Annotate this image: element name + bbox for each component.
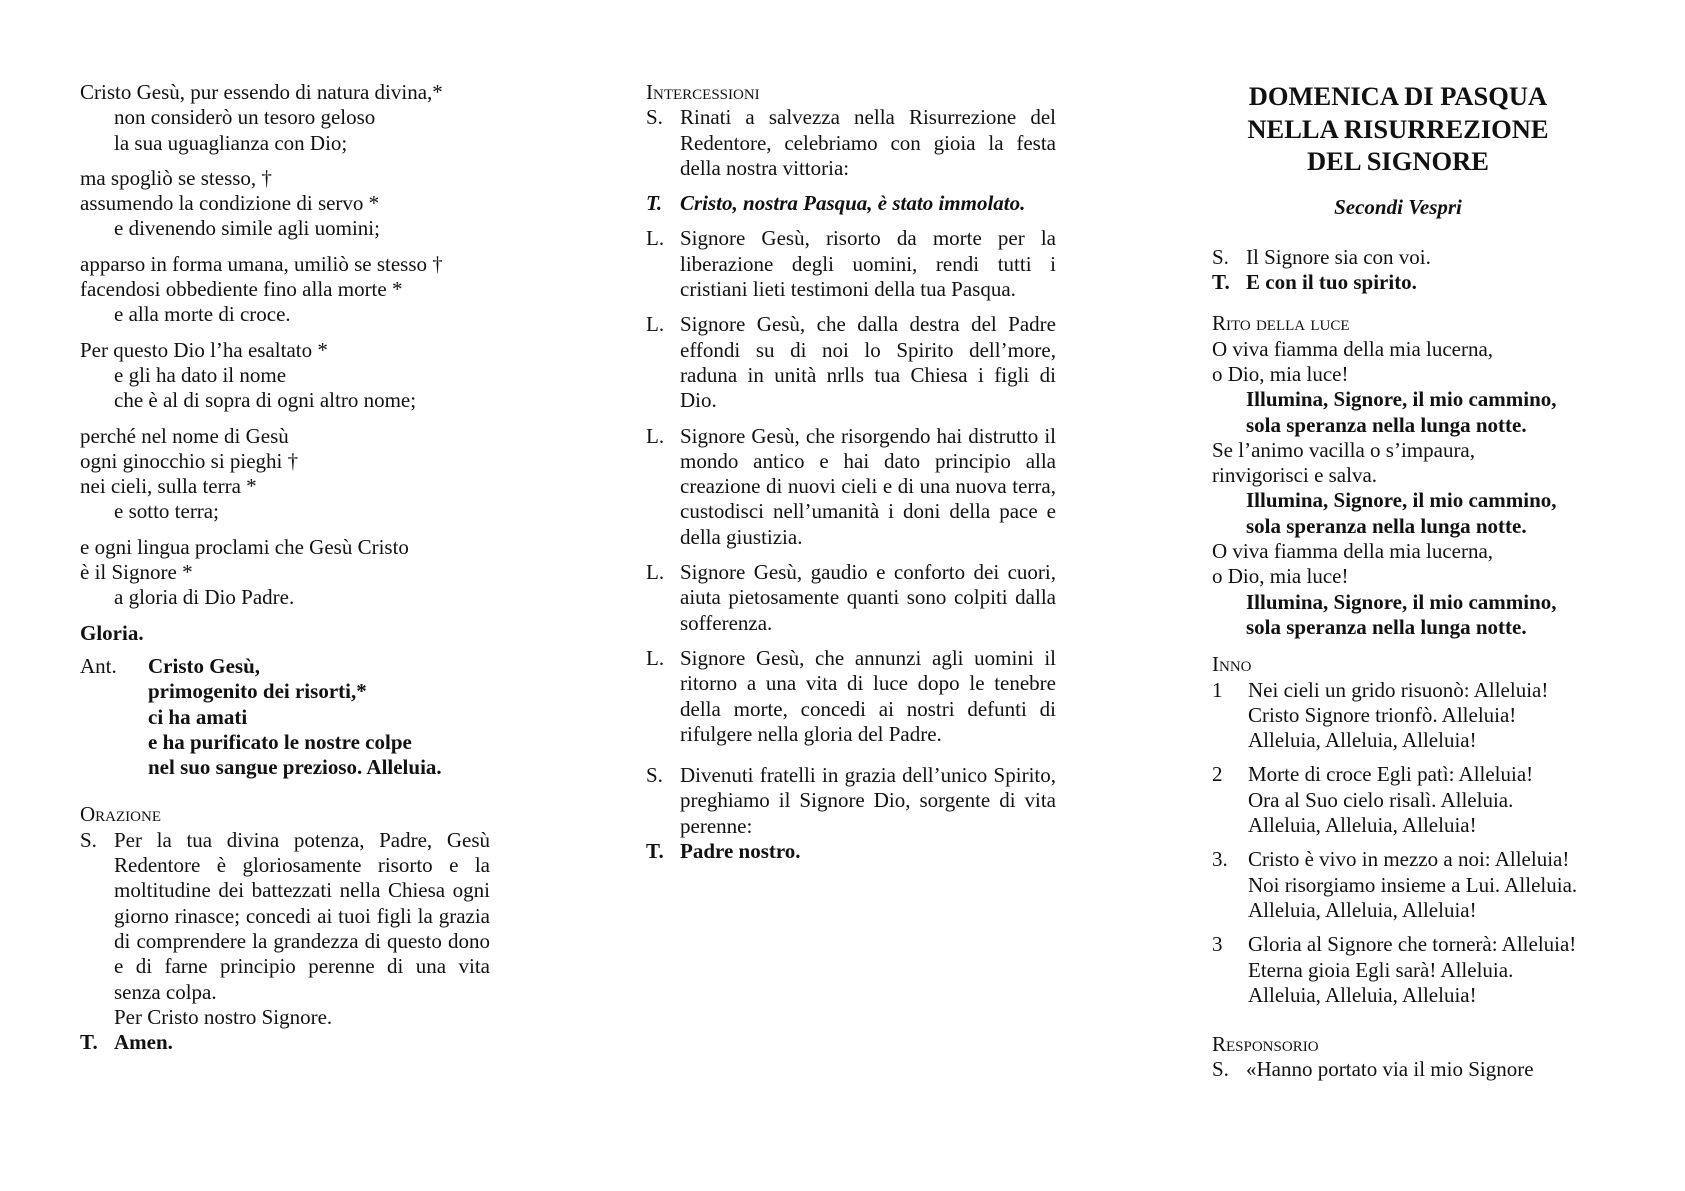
- intercession-label: L.: [646, 423, 665, 448]
- greeting-t: [1212, 270, 1622, 295]
- rito-refrain-line: Illumina, Signore, il mio cammino,: [1246, 488, 1557, 513]
- inno-number: 3: [1212, 932, 1223, 957]
- intercession-item: [646, 226, 1056, 302]
- orazione-body: Per la tua divina potenza, Padre, Gesù Redentore è gloriosamente risorto e la moltitudine dei battezzati nella Chiesa ogni giorno rinasce; concedi ai tuoi figli la grazia di comprendere la grandezza di questo dono e di farne principio perenne di una vita senza colpa.: [114, 827, 490, 1004]
- rito-line: O viva fiamma della mia lucerna,: [1212, 539, 1494, 564]
- inno-line: Morte di croce Egli patì: Alleluia!: [1248, 762, 1534, 787]
- rito-line: Se l’animo vacilla o s’impaura,: [1212, 437, 1476, 462]
- rito-line: rinvigorisci e salva.: [1212, 463, 1378, 488]
- cantico-stanza: [80, 338, 490, 414]
- inno-number: 1: [1212, 677, 1223, 702]
- cantico-line: non considerò un tesoro geloso: [114, 105, 376, 130]
- inno-line: Gloria al Signore che tornerà: Alleluia!: [1248, 932, 1577, 957]
- rito-della-luce: [1212, 337, 1622, 641]
- greeting-t-label: T.: [1212, 270, 1230, 295]
- cantico-line: e alla morte di croce.: [114, 302, 291, 327]
- inno-line: Cristo è vivo in mezzo a noi: Alleluia!: [1248, 847, 1570, 872]
- cantico-line: Per questo Dio l’ha esaltato *: [80, 337, 328, 362]
- antiphon-label: Ant.: [80, 653, 117, 678]
- inno-line: Alleluia, Alleluia, Alleluia!: [1248, 897, 1477, 922]
- cantico-stanza: [80, 80, 490, 156]
- page-column-1: [80, 80, 490, 1065]
- orazione-close: Per Cristo nostro Signore.: [114, 1004, 333, 1029]
- intercession-item: [646, 560, 1056, 636]
- antiphon-text: [148, 654, 442, 780]
- intercession-text: Signore Gesù, risorto da morte per la liberazione degli uomini, rendi tutti i cristiani lieti testimoni della tua Pasqua.: [680, 226, 1056, 302]
- greeting-s-label: S.: [1212, 244, 1229, 269]
- cantico-stanza: [80, 252, 490, 328]
- pater-row: [646, 839, 1056, 864]
- antiphon-line: Cristo Gesù,: [148, 653, 260, 678]
- title-line: DOMENICA DI PASQUA: [1248, 81, 1548, 111]
- inno-stanza: [1212, 932, 1622, 1008]
- pater-text: Padre nostro.: [680, 839, 801, 864]
- inno-line: Nei cieli un grido risuonò: Alleluia!: [1248, 677, 1549, 702]
- intercessioni-list: [646, 226, 1056, 747]
- orazione-text: [114, 828, 490, 1030]
- title-line: NELLA RISURREZIONE: [1247, 113, 1549, 144]
- intercession-text: Signore Gesù, che dalla destra del Padre effondi su di noi lo Spirito dell’more, raduna in unità nrlls tua Chiesa i figli di Dio.: [680, 312, 1056, 413]
- amen-row: [80, 1030, 490, 1055]
- inno-stanza: [1212, 678, 1622, 754]
- inno-heading: Inno: [1212, 652, 1252, 677]
- cantico-line: nei cieli, sulla terra *: [80, 474, 257, 499]
- orazione-label: S.: [80, 827, 97, 852]
- intercessioni-closing: [646, 763, 1056, 839]
- cantico-line: e sotto terra;: [114, 499, 219, 524]
- intercession-item: [646, 424, 1056, 550]
- cantico-line: è il Signore *: [80, 560, 193, 585]
- inno-line: Alleluia, Alleluia, Alleluia!: [1248, 813, 1477, 838]
- greeting-s-text: Il Signore sia con voi.: [1246, 244, 1431, 269]
- cantico-line: Cristo Gesù, pur essendo di natura divina,*: [80, 80, 443, 104]
- cantico-line: facendosi obbediente fino alla morte *: [80, 277, 403, 302]
- intercessioni-intro: [646, 105, 1056, 181]
- greeting-s: [1212, 245, 1622, 270]
- cantico-line: che è al di sopra di ogni altro nome;: [114, 388, 417, 413]
- response-label: T.: [646, 191, 663, 216]
- cantico-stanza: [80, 424, 490, 525]
- cantico-line: ma spogliò se stesso, †: [80, 165, 272, 190]
- intercessioni-response: [646, 191, 1056, 216]
- closing-text: Divenuti fratelli in grazia dell’unico Spirito, preghiamo il Signore Dio, sorgente di vita perenne:: [680, 763, 1056, 838]
- orazione: [80, 828, 490, 1030]
- antiphon: [80, 654, 490, 780]
- rito-line: o Dio, mia luce!: [1212, 564, 1349, 589]
- cantico-line: perché nel nome di Gesù: [80, 423, 289, 448]
- rito-refrain-line: Illumina, Signore, il mio cammino,: [1246, 387, 1557, 412]
- intercession-item: [646, 312, 1056, 413]
- inno-line: Cristo Signore trionfò. Alleluia!: [1248, 702, 1517, 727]
- responsorio-text: «Hanno portato via il mio Signore: [1246, 1057, 1534, 1082]
- cantico-stanza: [80, 166, 490, 242]
- intercession-label: L.: [646, 560, 665, 585]
- intro-text: Rinati a salvezza nella Risurrezione del Redentore, celebriamo con gioia la festa della nostra vittoria:: [680, 105, 1056, 180]
- inno-line: Ora al Suo cielo risalì. Alleluia.: [1248, 787, 1514, 812]
- rito-refrain-line: sola speranza nella lunga notte.: [1246, 614, 1527, 639]
- gloria: Gloria.: [80, 620, 144, 645]
- rito-refrain-line: sola speranza nella lunga notte.: [1246, 412, 1527, 437]
- inno-number: 3.: [1212, 847, 1228, 872]
- cantico: [80, 80, 490, 611]
- intercession-text: Signore Gesù, che risorgendo hai distrutto il mondo antico e hai dato principio alla creazione di nuovi cieli e di una nuova terra, custodisci nell’umanità i doni della pace e della giustizia.: [680, 423, 1056, 549]
- greeting-t-text: E con il tuo spirito.: [1246, 270, 1417, 295]
- rito-line: o Dio, mia luce!: [1212, 361, 1349, 386]
- cantico-line: e ogni lingua proclami che Gesù Cristo: [80, 534, 409, 559]
- intro-label: S.: [646, 105, 663, 130]
- pater-label: T.: [646, 839, 664, 864]
- page-column-2: [646, 80, 1056, 874]
- cantico-line: assumendo la condizione di servo *: [80, 191, 380, 216]
- cantico-line: ogni ginocchio si pieghi †: [80, 448, 299, 473]
- antiphon-line: ci ha amati: [148, 704, 248, 729]
- intercession-text: Signore Gesù, che annunzi agli uomini il ritorno a una vita di luce dopo le tenebre della morte, concedi ai nostri defunti di rifulgere nella gloria del Padre.: [680, 645, 1056, 746]
- rito-heading: Rito della luce: [1212, 311, 1350, 336]
- intercessioni-heading: Intercessioni: [646, 80, 760, 104]
- inno-stanza-text: [1248, 678, 1622, 754]
- page-title: [1212, 80, 1584, 178]
- orazione-heading: Orazione: [80, 802, 161, 827]
- responsorio: [1212, 1057, 1622, 1082]
- intercession-text: Signore Gesù, gaudio e conforto dei cuori, aiuta pietosamente quanti sono colpiti dalla sofferenza.: [680, 560, 1056, 635]
- inno-stanza: [1212, 847, 1622, 923]
- inno-line: Alleluia, Alleluia, Alleluia!: [1248, 728, 1477, 753]
- intercession-label: L.: [646, 312, 665, 337]
- inno-line: Noi risorgiamo insieme a Lui. Alleluia.: [1248, 872, 1578, 897]
- inno-stanza: [1212, 762, 1622, 838]
- cantico-stanza: [80, 535, 490, 611]
- antiphon-line: primogenito dei risorti,*: [148, 679, 367, 704]
- inno-stanza-text: [1248, 762, 1622, 838]
- intercession-label: L.: [646, 645, 665, 670]
- rito-line: O viva fiamma della mia lucerna,: [1212, 336, 1494, 361]
- intercession-label: L.: [646, 226, 665, 251]
- page-column-3: [1212, 80, 1622, 1093]
- cantico-line: e divenendo simile agli uomini;: [114, 216, 380, 241]
- title-line: DEL SIGNORE: [1307, 146, 1489, 176]
- inno-line: Eterna gioia Egli sarà! Alleluia.: [1248, 957, 1514, 982]
- responsorio-label: S.: [1212, 1057, 1229, 1082]
- cantico-line: a gloria di Dio Padre.: [114, 585, 295, 610]
- cantico-line: apparso in forma umana, umiliò se stesso †: [80, 251, 443, 276]
- closing-label: S.: [646, 763, 663, 788]
- response-text: Cristo, nostra Pasqua, è stato immolato.: [680, 191, 1026, 216]
- responsorio-heading: Responsorio: [1212, 1032, 1319, 1057]
- intercession-item: [646, 646, 1056, 747]
- rito-refrain-line: Illumina, Signore, il mio cammino,: [1246, 589, 1557, 614]
- cantico-line: e gli ha dato il nome: [114, 362, 287, 387]
- amen-text: Amen.: [114, 1030, 173, 1055]
- antiphon-line: e ha purificato le nostre colpe: [148, 729, 412, 754]
- inno: [1212, 678, 1622, 1009]
- inno-stanza-text: [1248, 932, 1622, 1008]
- inno-number: 2: [1212, 762, 1223, 787]
- rito-refrain-line: sola speranza nella lunga notte.: [1246, 513, 1527, 538]
- inno-line: Alleluia, Alleluia, Alleluia!: [1248, 982, 1477, 1007]
- inno-stanza-text: [1248, 847, 1622, 923]
- amen-label: T.: [80, 1030, 98, 1055]
- subtitle: Secondi Vespri: [1334, 194, 1462, 219]
- antiphon-line: nel suo sangue prezioso. Alleluia.: [148, 755, 442, 780]
- cantico-line: la sua uguaglianza con Dio;: [114, 130, 348, 155]
